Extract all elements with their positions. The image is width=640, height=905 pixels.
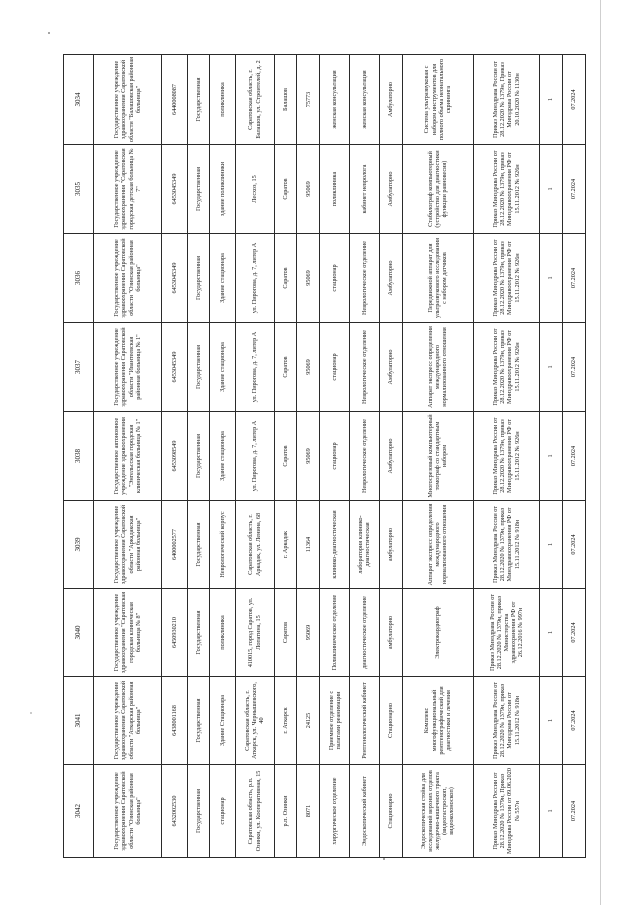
- table-cell-date: 07.2024: [562, 677, 585, 765]
- table-cell-unit: поликлиника: [320, 145, 350, 234]
- table-cell-ownership: Государственная: [187, 412, 210, 501]
- table-cell-date: 07.2024: [562, 55, 585, 145]
- table-row-date: [562, 55, 585, 858]
- table-row-zip: [297, 55, 320, 858]
- table-cell-org: Государственное автономное учреждение здравоохранения "Энгельсская городская клиническая больница № 1": [93, 412, 162, 501]
- table-cell-dept: Рентгенологический кабинет: [350, 677, 380, 765]
- table-cell-address: ул. Пирогова, д. 7, литер А: [235, 412, 274, 501]
- table-cell-zip: 24125: [297, 677, 320, 765]
- table-cell-date: 07.2024: [562, 412, 585, 501]
- table-cell-org: Государственное учреждение здравоохранения "Саратовская городская клиническая больница № 8": [93, 589, 162, 677]
- table-cell-city: Саратов: [274, 412, 297, 501]
- table-cell-care: Стационарно: [379, 765, 402, 858]
- scan-edge: [600, 0, 601, 905]
- table-cell-address: Лесхоз, 15: [235, 145, 274, 234]
- table-cell-dept: Неврологическое отделение: [350, 323, 380, 412]
- table-cell-dept: диагностическое отделение: [350, 589, 380, 677]
- table-cell-dept: Эндоскопический кабинет: [350, 765, 380, 858]
- table-cell-building: стационар: [210, 765, 235, 858]
- table-cell-date: 07.2024: [562, 145, 585, 234]
- table-cell-care: Амбулаторно: [379, 145, 402, 234]
- table-row-id: [64, 55, 94, 858]
- table-cell-id: 3042: [64, 765, 94, 858]
- table-cell-ownership: Государственная: [187, 323, 210, 412]
- table-cell-city: Саратов: [274, 589, 297, 677]
- table-cell-dept: Неврологическое отделение: [350, 234, 380, 323]
- table-cell-building: Здание Стационара: [210, 677, 235, 765]
- table-cell-care: амбулаторно: [379, 589, 402, 677]
- table-cell-id: 3035: [64, 145, 94, 234]
- table-cell-dept: Неврологическое отделение: [350, 412, 380, 501]
- table-cell-ownership: Государственная: [187, 145, 210, 234]
- table-cell-inn: 6453045349: [162, 234, 187, 323]
- table-cell-qty: 1: [540, 412, 563, 501]
- table-cell-qty: 1: [540, 589, 563, 677]
- table-cell-building: Здание стационара: [210, 412, 235, 501]
- table-cell-date: 07.2024: [562, 765, 585, 858]
- scan-speck: [48, 32, 50, 34]
- table-cell-unit: клинико-диагностическая: [320, 501, 350, 589]
- table-row-equipment: [402, 55, 473, 858]
- table-cell-zip: 95069: [297, 145, 320, 234]
- table-cell-building: Неврологический корпус: [210, 501, 235, 589]
- table-cell-zip: 8071: [297, 765, 320, 858]
- table-cell-unit: хирургическое отделение: [320, 765, 350, 858]
- table-cell-org: Государственное учреждение здравоохранения Саратовской области "Ивантеевская районная больница № 1": [93, 323, 162, 412]
- table-cell-order: Приказ Минздрава России от 28.12.2020 № 1379н, приказ Минздравоохранения РФ от 15.11.2012 № 926н: [473, 412, 539, 501]
- equipment-table-rotated: [63, 55, 586, 858]
- table-cell-order: Приказ Минздрава России от 28.12.2020 № 1379н, Приказ Минздрава России от 09.06.2020 № 557н: [473, 765, 539, 858]
- table-cell-order: Приказ Минздрава России от 28.12.2020 № 1379н, приказ Министерства здравоохранения РФ от 26.12.2016 № 997н: [473, 589, 539, 677]
- table-cell-city: Саратов: [274, 234, 297, 323]
- table-cell-inn: 6440008087: [162, 55, 187, 145]
- table-cell-org: Государственное учреждение здравоохранения "Саратовская городская детская больница № 7": [93, 145, 162, 234]
- table-row-ownership: [187, 55, 210, 858]
- table-cell-city: Балашов: [274, 55, 297, 145]
- table-cell-building: Здание стационара: [210, 323, 235, 412]
- table-cell-org: Государственное учреждение здравоохранения Саратовской области "Озинская районная больница": [93, 234, 162, 323]
- table-cell-city: Саратов: [274, 145, 297, 234]
- table-cell-care: амбулаторно: [379, 501, 402, 589]
- table-cell-date: 07.2024: [562, 589, 585, 677]
- table-row-building: [210, 55, 235, 858]
- table-cell-inn: 6453098549: [162, 412, 187, 501]
- table-cell-inn: 6432002530: [162, 765, 187, 858]
- table-cell-id: 3034: [64, 55, 94, 145]
- table-cell-city: р.п. Озинки: [274, 765, 297, 858]
- table-cell-id: 3039: [64, 501, 94, 589]
- table-cell-city: Саратов: [274, 323, 297, 412]
- equipment-table: [63, 54, 586, 858]
- table-cell-zip: 95069: [297, 234, 320, 323]
- table-cell-inn: 6453045349: [162, 323, 187, 412]
- table-cell-id: 3040: [64, 589, 94, 677]
- table-cell-dept: лаборатория клинико-диагностическая: [350, 501, 380, 589]
- table-row-care: [379, 55, 402, 858]
- table-row-qty: [540, 55, 563, 858]
- table-cell-care: Стационарно: [379, 677, 402, 765]
- table-cell-qty: 1: [540, 323, 563, 412]
- table-cell-equipment: Комплекс многофункциональный рентгенографический для диагностики и лечения: [402, 677, 473, 765]
- table-cell-org: Государственное учреждение здравоохранения Саратовской области "Аткарская районная больница": [93, 677, 162, 765]
- table-cell-unit: Приемное отделение с палатами реанимации: [320, 677, 350, 765]
- table-cell-org: Государственное учреждение здравоохранения Саратовской области "Аркадакская районная больница": [93, 501, 162, 589]
- table-cell-date: 07.2024: [562, 234, 585, 323]
- table-cell-order: Приказ Минздрава России от 28.12.2020 № 1379н, приказ Минздравоохранения РФ от 15.11.2012 № 926н: [473, 145, 539, 234]
- table-cell-unit: стационар: [320, 234, 350, 323]
- table-cell-org: Государственное учреждение здравоохранения Саратовской области "Балашовская районная больница": [93, 55, 162, 145]
- table-cell-qty: 1: [540, 234, 563, 323]
- table-cell-ownership: Государственная: [187, 501, 210, 589]
- table-cell-address: ул. Пирогова, д. 7, литер А: [235, 234, 274, 323]
- table-cell-equipment: Передвижной аппарат для ультразвукового исследования с набором датчиков: [402, 234, 473, 323]
- table-cell-building: поликлиника: [210, 55, 235, 145]
- table-cell-qty: 1: [540, 501, 563, 589]
- table-cell-inn: 6453045349: [162, 145, 187, 234]
- scan-speck: [383, 858, 385, 860]
- table-cell-zip: 95069: [297, 589, 320, 677]
- table-cell-qty: 1: [540, 765, 563, 858]
- table-cell-city: г. Аткарск: [274, 677, 297, 765]
- table-row-org: [93, 55, 162, 858]
- table-cell-order: Приказ Минздрава России от 28.12.2020 № 1379н, приказ Минздравоохранения РФ от 15.11.2012 № 918н: [473, 501, 539, 589]
- table-cell-dept: кабинет невролога: [350, 145, 380, 234]
- table-body: [64, 55, 586, 858]
- table-cell-equipment: Эндоскопическая стойка для исследований верхних отделов желудочно-кишечного тракта (видеогастроскоп, видеоколоноскоп): [402, 765, 473, 858]
- table-cell-equipment: Многосрезовый компьютерный томограф со стандартным набором: [402, 412, 473, 501]
- table-cell-unit: стационар: [320, 323, 350, 412]
- table-cell-inn: 6450930210: [162, 589, 187, 677]
- table-cell-zip: 95069: [297, 412, 320, 501]
- table-cell-address: Саратовская область, г. Аткарск, ул. Чернышевского, 40: [235, 677, 274, 765]
- table-cell-equipment: Система ультразвуковая с набором инструментов для полного объема неонатального скрининга: [402, 55, 473, 145]
- table-cell-equipment: Стабилограф компьютерный (устройство для диагностики функции равновесия): [402, 145, 473, 234]
- scan-speck: [30, 712, 32, 714]
- table-cell-address: Саратовская область, г. Балашов, ул. Строителей, д. 2: [235, 55, 274, 145]
- table-cell-address: ул. Пирогова, д. 7, литер А: [235, 323, 274, 412]
- table-cell-ownership: Государственная: [187, 677, 210, 765]
- table-cell-equipment: Электрокардиограф: [402, 589, 473, 677]
- table-cell-building: поликлиника: [210, 589, 235, 677]
- table-cell-id: 3037: [64, 323, 94, 412]
- table-row-address: [235, 55, 274, 858]
- table-cell-org: Государственное учреждение здравоохранения Саратовской области "Озинская районная больница": [93, 765, 162, 858]
- table-row-dept: [350, 55, 380, 858]
- table-cell-unit: женская консультация: [320, 55, 350, 145]
- table-cell-unit: стационар: [320, 412, 350, 501]
- table-cell-date: 07.2024: [562, 323, 585, 412]
- table-cell-id: 3041: [64, 677, 94, 765]
- table-cell-equipment: Аппарат экспресс определения международного нормализованного отношения: [402, 323, 473, 412]
- table-row-city: [274, 55, 297, 858]
- table-cell-care: Амбулаторно: [379, 55, 402, 145]
- table-cell-qty: 1: [540, 677, 563, 765]
- table-cell-order: Приказ Минздрава России от 28.12.2020 № 1379н, Приказ Минздрава России от 20.10.2020 № 1130н: [473, 55, 539, 145]
- table-cell-inn: 6438001168: [162, 677, 187, 765]
- table-cell-building: здание поликлиники: [210, 145, 235, 234]
- table-row-order: [473, 55, 539, 858]
- table-cell-equipment: Аппарат экспресс определения международного нормализованного отношения: [402, 501, 473, 589]
- table-cell-address: Саратовская область, г. Аркадак, ул. Ленина, 68: [235, 501, 274, 589]
- table-cell-ownership: Государственная: [187, 55, 210, 145]
- table-cell-order: Приказ Минздрава России от 28.12.2020 № 1379н, приказ Минздрава России от 15.11.2012 № 918н: [473, 677, 539, 765]
- table-cell-dept: женская консультация: [350, 55, 380, 145]
- table-cell-ownership: Государственная: [187, 234, 210, 323]
- table-cell-id: 3038: [64, 412, 94, 501]
- table-cell-care: Амбулаторно: [379, 412, 402, 501]
- table-row-unit: [320, 55, 350, 858]
- table-cell-zip: 75773: [297, 55, 320, 145]
- table-cell-care: Амбулаторно: [379, 323, 402, 412]
- table-cell-id: 3036: [64, 234, 94, 323]
- table-cell-qty: 1: [540, 55, 563, 145]
- table-cell-zip: 11364: [297, 501, 320, 589]
- table-cell-building: Здание стационара: [210, 234, 235, 323]
- table-cell-address: 410015, город Саратов, ул. Лопатина, 15: [235, 589, 274, 677]
- table-cell-date: 07.2024: [562, 501, 585, 589]
- table-cell-ownership: Государственная: [187, 765, 210, 858]
- table-cell-order: Приказ Минздрава России от 28.12.2020 № 1379н, приказ Минздравоохранения РФ от 15.11.2012 № 926н: [473, 234, 539, 323]
- table-cell-order: Приказ Минздрава России от 28.12.2020 № 1379н, приказ Минздравоохранения РФ от 15.11.2012 № 926н: [473, 323, 539, 412]
- table-cell-zip: 95069: [297, 323, 320, 412]
- table-cell-address: Саратовская область, р.п. Озинки, ул. Кооперативная, 15: [235, 765, 274, 858]
- table-cell-city: г. Аркадак: [274, 501, 297, 589]
- table-row-inn: [162, 55, 187, 858]
- table-cell-care: Амбулаторно: [379, 234, 402, 323]
- table-cell-inn: 6400002577: [162, 501, 187, 589]
- table-cell-qty: 1: [540, 145, 563, 234]
- table-cell-unit: Поликлиническое отделение: [320, 589, 350, 677]
- table-cell-ownership: Государственная: [187, 589, 210, 677]
